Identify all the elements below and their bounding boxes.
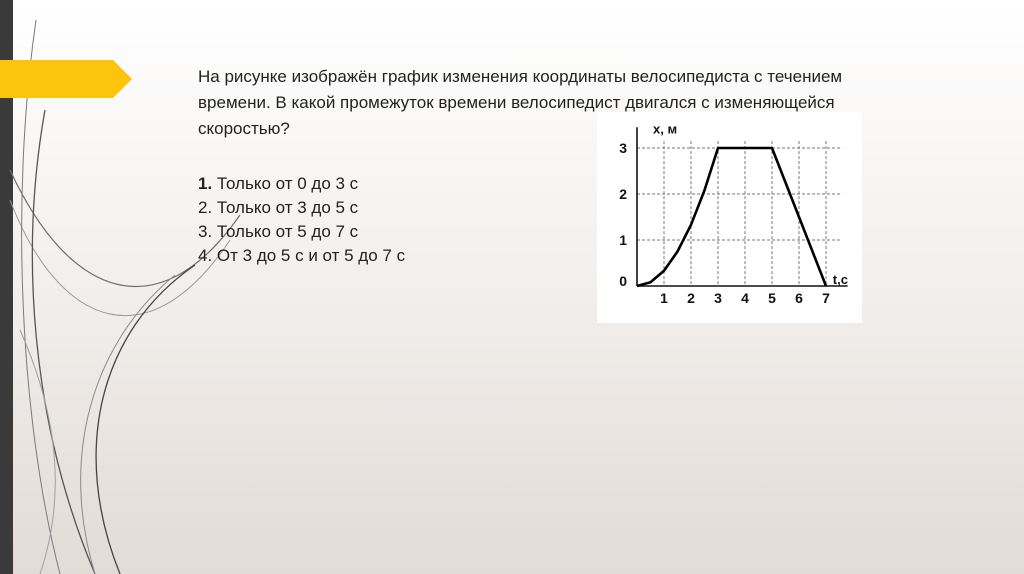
x-tick-label: 1	[660, 290, 668, 306]
x-axis-label: t,c	[832, 272, 848, 287]
x-tick-label: 7	[822, 290, 830, 306]
option-text: Только от 5 до 7 с	[212, 222, 359, 241]
series-line	[637, 148, 826, 286]
question-text: На рисунке изображён график изменения координаты велосипедиста с течением времени. В какой промежуток времени велосипедист двигался с изменяющейся скоростью?	[198, 67, 843, 138]
option-number: 3.	[198, 222, 213, 241]
y-axis-label: x, м	[653, 121, 678, 137]
chart-figure	[597, 112, 862, 323]
yellow-arrow-icon	[0, 60, 132, 98]
y-tick-label: 2	[619, 186, 627, 202]
answer-option-3	[198, 220, 405, 244]
origin-label: 0	[619, 273, 627, 289]
x-tick-label: 2	[687, 290, 695, 306]
answer-option-4	[198, 244, 405, 268]
option-text: Только от 3 до 5 с	[212, 198, 359, 217]
arrow-shape	[0, 60, 132, 98]
answer-options	[198, 172, 405, 268]
y-tick-label: 1	[619, 232, 627, 248]
coordinate-time-chart	[597, 112, 862, 323]
option-text: Только от 0 до 3 с	[212, 174, 359, 193]
x-tick-label: 6	[795, 290, 803, 306]
answer-option-2	[198, 196, 405, 220]
x-tick-label: 5	[768, 290, 776, 306]
y-tick-label: 3	[619, 140, 627, 156]
option-number: 4.	[198, 246, 213, 265]
answer-option-1	[198, 172, 405, 196]
option-number: 2.	[198, 198, 213, 217]
x-tick-label: 3	[714, 290, 722, 306]
option-number: 1.	[198, 174, 213, 193]
x-tick-label: 4	[741, 290, 749, 306]
option-text: От 3 до 5 с и от 5 до 7 с	[212, 246, 406, 265]
